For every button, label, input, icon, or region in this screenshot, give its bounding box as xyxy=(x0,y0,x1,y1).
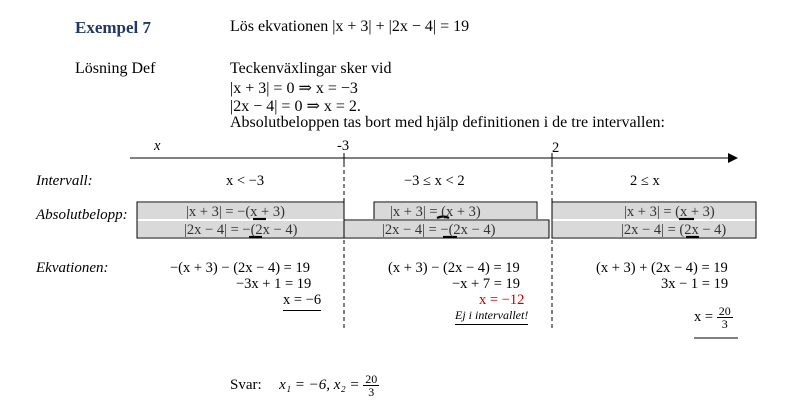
row-label-absolute: Absolutbelopp: xyxy=(36,207,128,223)
intro-line-2: |x + 3| = 0 ⇒ x = −3 xyxy=(230,80,358,97)
answer-x2-numerator: 20 xyxy=(365,372,378,386)
abs1-mid: |x + 3| = (x + 3) xyxy=(390,204,481,220)
interval-left: x < −3 xyxy=(226,173,265,189)
interval-mid: −3 ≤ x < 2 xyxy=(404,173,465,189)
eq-right-1: (x + 3) + (2x − 4) = 19 xyxy=(596,260,728,276)
axis-arrowhead xyxy=(728,153,738,163)
eq-left-1: −(x + 3) − (2x − 4) = 19 xyxy=(170,260,310,276)
answer xyxy=(230,373,379,398)
axis-tick-label-2: 2 xyxy=(552,140,560,156)
abs2-mid: |2x − 4| = −(2x − 4) xyxy=(382,222,496,238)
eq-left-3: x = −6 xyxy=(283,292,321,311)
answer-x2-denominator: 3 xyxy=(368,385,375,399)
eq-mid-3: x = −12 xyxy=(479,292,525,308)
axis-var-label: x xyxy=(154,138,161,154)
eq-right-2: 3x − 1 = 19 xyxy=(661,276,729,292)
answer-x1: x₁ = −6, xyxy=(279,376,331,393)
intro-line-1: Teckenväxlingar sker vid xyxy=(230,60,392,77)
solution-label: Lösning Def xyxy=(75,60,156,77)
abs2-right: |2x − 4| = (2x − 4) xyxy=(621,222,727,238)
interval-right: 2 ≤ x xyxy=(630,173,660,189)
intro-line-4: Absolutbeloppen tas bort med hjälp definitionen i de tre intervallen: xyxy=(230,114,665,131)
answer-label: Svar: xyxy=(230,376,262,393)
abs2-left: |2x − 4| = −(2x − 4) xyxy=(184,222,298,238)
not-in-interval-note: Ej i intervallet! xyxy=(455,308,528,325)
row-label-equations: Ekvationen: xyxy=(36,260,109,276)
task-statement: Lös ekvationen |x + 3| + |2x − 4| = 19 xyxy=(230,18,470,35)
eq-right-3-fraction xyxy=(717,305,733,330)
row-label-interval: Intervall: xyxy=(36,173,93,189)
eq-right-3-numerator: 20 xyxy=(718,304,731,318)
intro-line-3: |2x − 4| = 0 ⇒ x = 2. xyxy=(230,98,361,115)
abs1-left: |x + 3| = −(x + 3) xyxy=(186,204,285,220)
eq-mid-2: −x + 7 = 19 xyxy=(452,276,521,292)
answer-x2-lhs: x₂ = xyxy=(333,376,360,393)
eq-right-3 xyxy=(694,305,733,330)
eq-mid-1: (x + 3) − (2x − 4) = 19 xyxy=(388,260,520,276)
eq-left-2: −3x + 1 = 19 xyxy=(236,276,312,292)
axis-tick-label-1: -3 xyxy=(337,138,350,154)
example-label: Exempel 7 xyxy=(75,18,152,37)
answer-x2-fraction xyxy=(363,373,379,398)
eq-right-3-lhs: x = xyxy=(694,308,714,325)
abs1-right: |x + 3| = (x + 3) xyxy=(624,204,715,220)
eq-right-3-denominator: 3 xyxy=(721,317,728,331)
